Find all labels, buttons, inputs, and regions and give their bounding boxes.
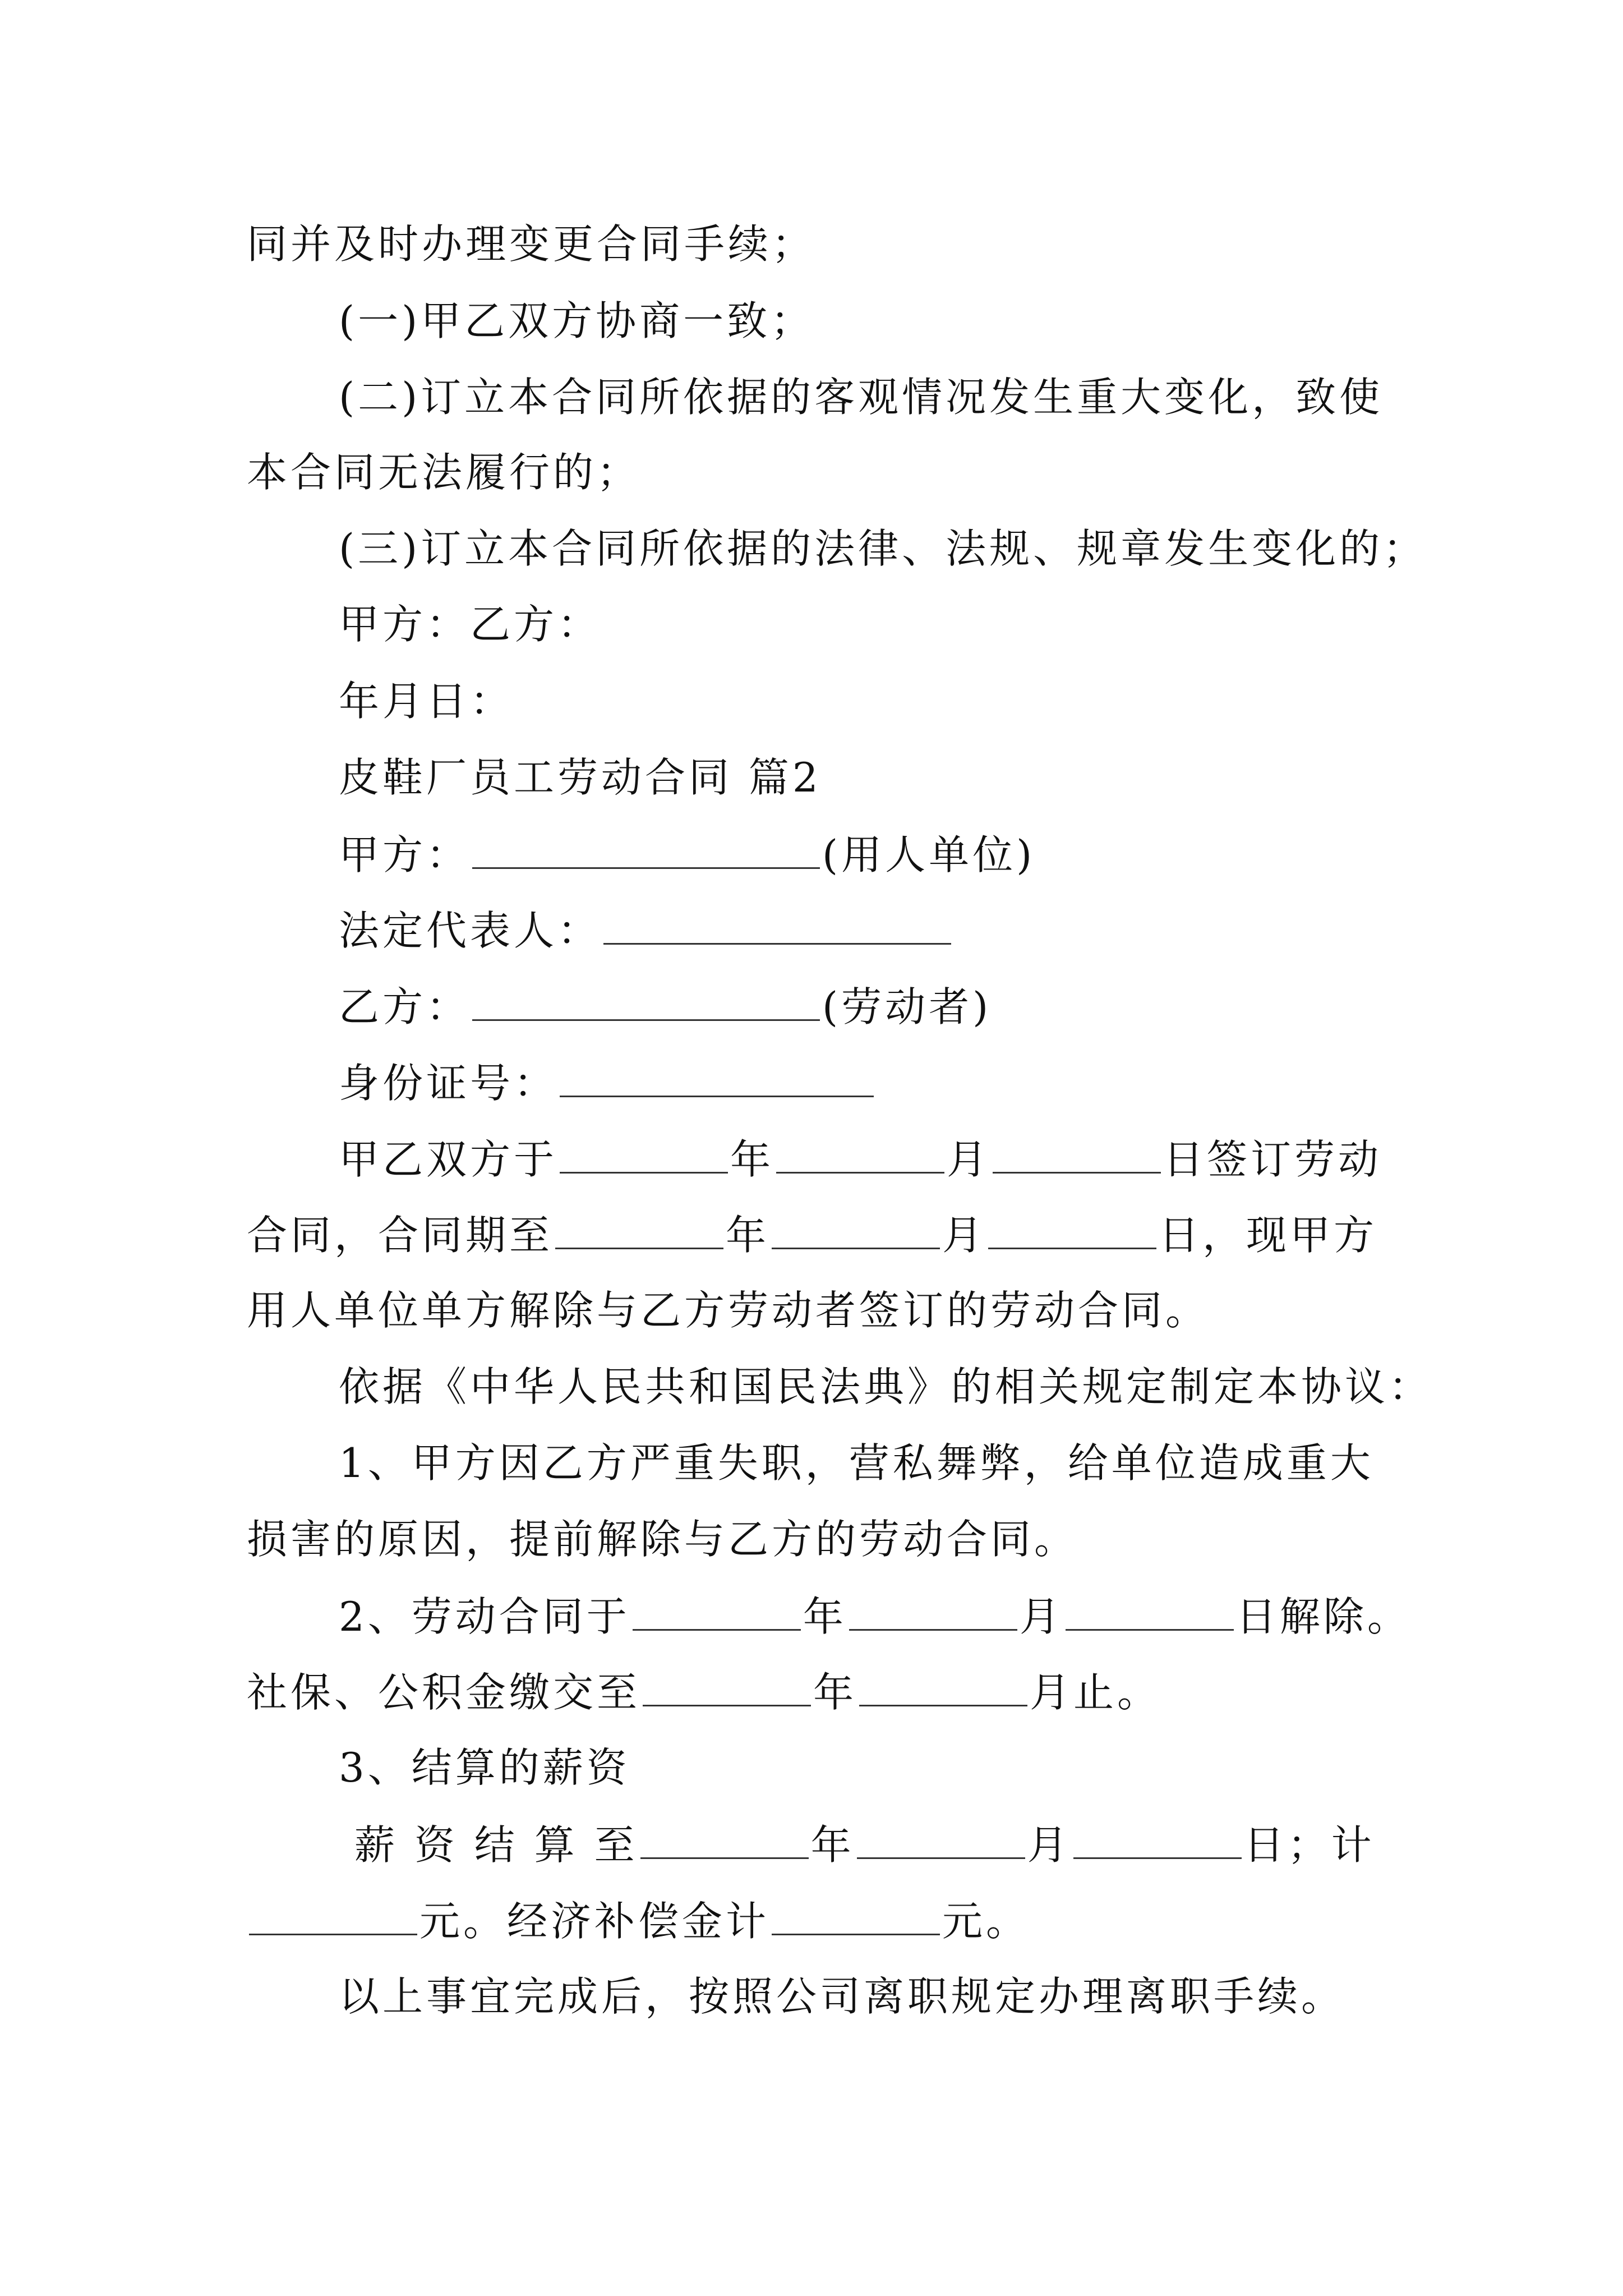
social-year-blank: [643, 1663, 811, 1706]
salary-year: 年: [810, 1821, 855, 1869]
party-a-blank: [472, 826, 820, 869]
id-number-line: [339, 1054, 876, 1111]
party-b-line: [339, 978, 992, 1035]
period-year-blank: [555, 1206, 723, 1249]
id-number-blank: [560, 1054, 874, 1097]
item-2-month: 月: [1019, 1593, 1063, 1640]
period-month: 月: [942, 1212, 986, 1259]
item-2-line: [339, 1588, 1411, 1645]
item-2-prefix: 2、劳动合同于: [339, 1593, 630, 1640]
party-b-blank: [472, 978, 820, 1021]
period-line: [247, 1206, 1377, 1263]
salary-month: 月: [1027, 1821, 1071, 1869]
line-2: (一)甲乙双方协商一致；: [339, 297, 815, 344]
period-day-blank: [988, 1206, 1156, 1249]
sign-date-line: [339, 1130, 1382, 1188]
salary-day-blank: [1073, 1816, 1242, 1859]
social-year: 年: [813, 1669, 857, 1716]
salary-line: [354, 1816, 1375, 1873]
party-a-suffix: (用人单位): [822, 831, 1036, 878]
line-4: 本合同无法履行的；: [247, 449, 641, 496]
item-2-year-blank: [633, 1588, 801, 1631]
sign-prefix: 甲乙双方于: [339, 1136, 558, 1183]
item-3-line: 3、结算的薪资: [339, 1744, 630, 1791]
sign-year-blank: [560, 1130, 728, 1174]
compensation-line: [247, 1892, 1030, 1949]
sign-month-blank: [776, 1130, 944, 1174]
party-a-line: [339, 826, 1035, 883]
item-2-day-blank: [1066, 1588, 1234, 1631]
line-6: 甲方：乙方：: [339, 601, 602, 648]
salary-day: 日；计: [1243, 1821, 1375, 1869]
period-year: 年: [726, 1212, 770, 1259]
party-a-label: 甲方：: [339, 831, 471, 878]
item-1-line-2: 损害的原因，提前解除与乙方的劳动合同。: [247, 1516, 1078, 1563]
line-5: (三)订立本合同所依据的法律、法规、规章发生变化的；: [339, 525, 1427, 572]
compensation-yuan-2: 元。: [942, 1898, 1030, 1945]
compensation-blank: [772, 1892, 940, 1935]
social-month-blank: [859, 1663, 1027, 1706]
sign-year: 年: [730, 1136, 774, 1183]
social-month-suffix: 月止。: [1030, 1669, 1161, 1716]
social-line: [247, 1663, 1161, 1720]
period-month-blank: [772, 1206, 940, 1249]
basis-line: 依据《中华人民共和国民法典》的相关规定制定本协议：: [339, 1363, 1433, 1410]
salary-prefix: 薪 资 结 算 至: [354, 1821, 638, 1869]
party-b-suffix: (劳动者): [822, 983, 992, 1030]
item-2-month-blank: [849, 1588, 1017, 1631]
period-prefix: 合同，合同期至: [247, 1212, 554, 1259]
salary-year-blank: [640, 1816, 809, 1859]
termination-line: 用人单位单方解除与乙方劳动者签订的劳动合同。: [247, 1287, 1210, 1334]
salary-month-blank: [857, 1816, 1025, 1859]
social-prefix: 社保、公积金缴交至: [247, 1669, 641, 1716]
period-day-suffix: 日，现甲方: [1159, 1212, 1378, 1259]
legal-rep-label: 法定代表人：: [339, 907, 602, 954]
legal-rep-line: [339, 901, 953, 959]
final-line: 以上事宜完成后，按照公司离职规定办理离职手续。: [339, 1973, 1345, 2020]
legal-rep-blank: [603, 901, 951, 945]
section-heading: 皮鞋厂员工劳动合同 篇2: [339, 754, 822, 801]
item-1-line-1: 1、甲方因乙方严重失职，营私舞弊，给单位造成重大: [339, 1439, 1374, 1487]
amount-blank: [249, 1892, 417, 1935]
sign-day-blank: [993, 1130, 1161, 1174]
sign-month: 月: [947, 1136, 991, 1183]
id-number-label: 身份证号：: [339, 1060, 558, 1107]
sign-day-suffix: 日签订劳动: [1163, 1136, 1382, 1183]
item-2-day-suffix: 日解除。: [1235, 1593, 1411, 1640]
line-1: 同并及时办理变更合同手续；: [247, 220, 816, 268]
party-b-label: 乙方：: [339, 983, 471, 1030]
line-7: 年月日：: [339, 678, 514, 725]
line-3: (二)订立本合同所依据的客观情况发生重大变化，致使: [339, 374, 1384, 421]
compensation-yuan-1: 元。经济补偿金计: [419, 1898, 770, 1945]
item-2-year: 年: [803, 1593, 847, 1640]
